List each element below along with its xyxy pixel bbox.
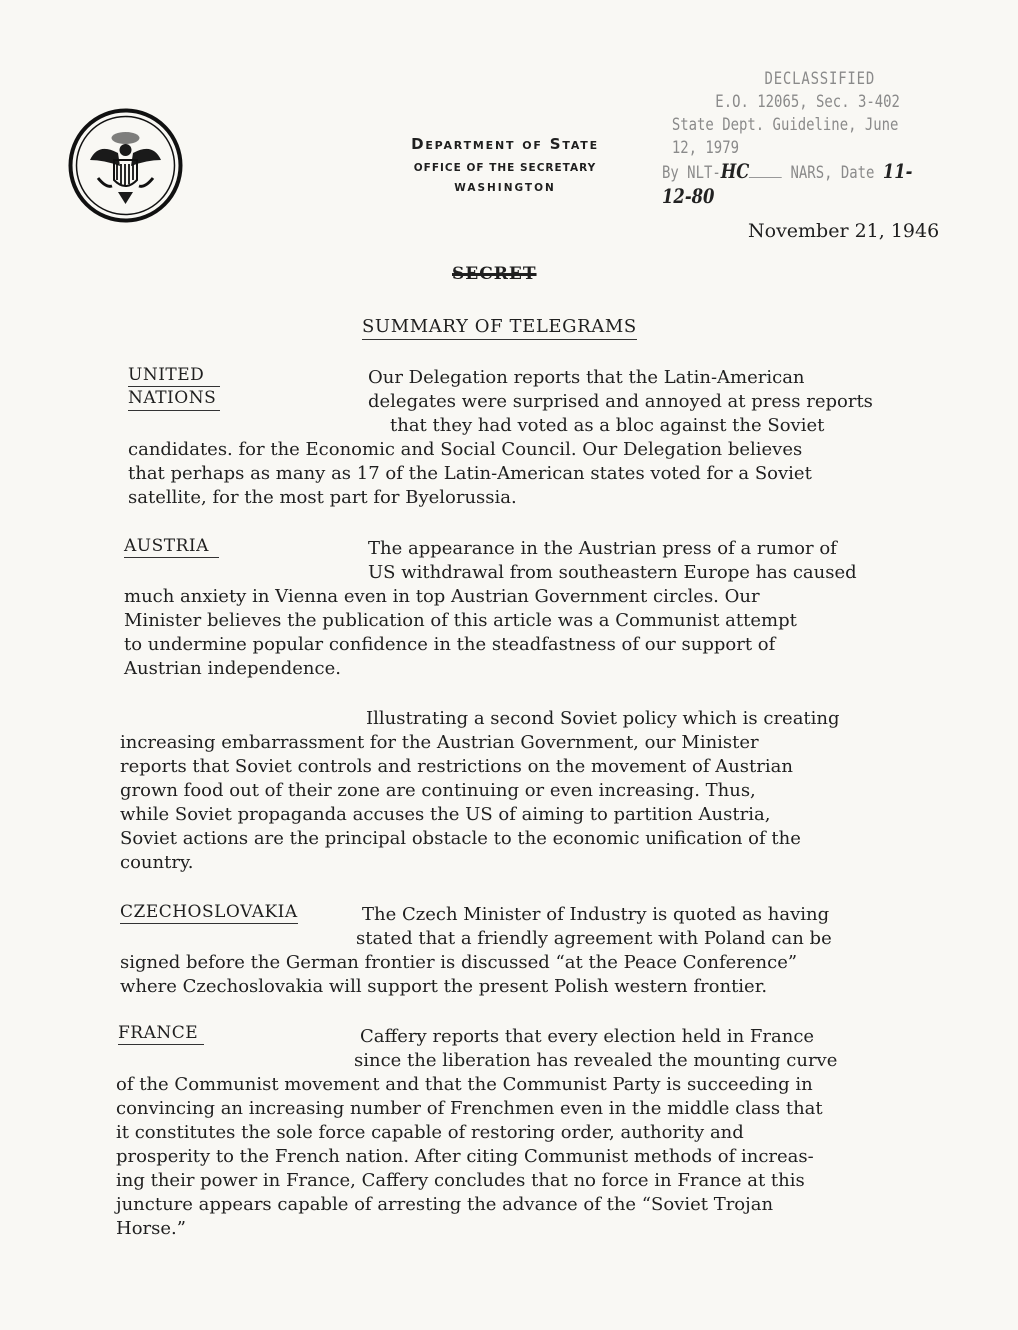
page-title: SUMMARY OF TELEGRAMS	[362, 316, 637, 340]
stamp-nars: NARS, Date	[790, 163, 875, 183]
section-heading-united-nations: UNITED NATIONS	[128, 364, 220, 411]
paragraph-czechoslovakia: The Czech Minister of Industry is quoted as having stated that a friendly agreement with Poland can be signed before the German frontier is discussed “at the Peace Conference” where Czechoslovakia will support the present Polish western frontier.	[120, 904, 832, 997]
office-name: OFFICE OF THE SECRETARY	[413, 162, 597, 174]
section-heading-czechoslovakia: CZECHOSLOVAKIA	[120, 902, 298, 922]
paragraph-united-nations: Our Delegation reports that the Latin-American delegates were surprised and annoyed at press reports that they had voted as a bloc against the Soviet candidates. for the Economic and Social Council. Our Delegation believes that perhaps as many as 17 of the Latin-American states voted for a Soviet satellite, for the most part for Byelorussia.	[128, 367, 873, 508]
section-heading-france: FRANCE	[118, 1023, 204, 1045]
stamp-date: 11-12-80	[662, 159, 913, 208]
section-heading-austria: AUSTRIA	[124, 536, 219, 558]
paragraph-austria-2: Illustrating a second Soviet policy which is creating increasing embarrassment for the Austrian Government, our Minister reports that Soviet controls and restrictions on the movement of Austrian grown food out of their zone are continuing or even increasing. Thus, while Soviet propaganda accuses the US of aiming to partition Austria, Soviet actions are the principal obstacle to the economic unification of the country.	[120, 708, 840, 873]
letterhead	[365, 135, 645, 194]
classification-marking: SECRET	[452, 264, 537, 284]
stamp-line-authorization	[662, 160, 924, 210]
declassification-stamp	[662, 68, 924, 210]
great-seal-emblem	[68, 108, 183, 223]
stamp-line-order: E.O. 12065, Sec. 3-402	[715, 92, 900, 112]
eagle-icon	[90, 132, 161, 204]
paragraph-france: Caffery reports that every election held in France since the liberation has revealed the mounting curve of the Communist movement and that the Communist Party is succeeding in convincing an increasing number of Frenchmen even in the middle class that it constitutes the sole force capable of restoring order, authority and prosperity to the French nation. After citing Communist methods of increas- ing their power in France, Caffery concludes that no force in France at this juncture appears capable of arresting the advance of the “Soviet Trojan Horse.”	[116, 1026, 838, 1239]
paragraph-austria-1: The appearance in the Austrian press of a rumor of US withdrawal from southeastern Europe has caused much anxiety in Vienna even in top Austrian Government circles. Our Minister believes the publication of this article was a Communist attempt to undermine popular confidence in the steadfastness of our support of Austrian independence.	[124, 538, 857, 679]
stamp-initials: HC	[720, 159, 750, 183]
memo-date: November 21, 1946	[748, 220, 940, 242]
stamp-line-guideline: State Dept. Guideline, June 12, 1979	[671, 115, 899, 158]
stamp-by-prefix: By NLT-	[662, 163, 721, 183]
city-name: WASHINGTON	[454, 182, 556, 194]
department-name: Department of State	[411, 135, 599, 153]
stamp-line-declassified: DECLASSIFIED	[764, 69, 876, 89]
